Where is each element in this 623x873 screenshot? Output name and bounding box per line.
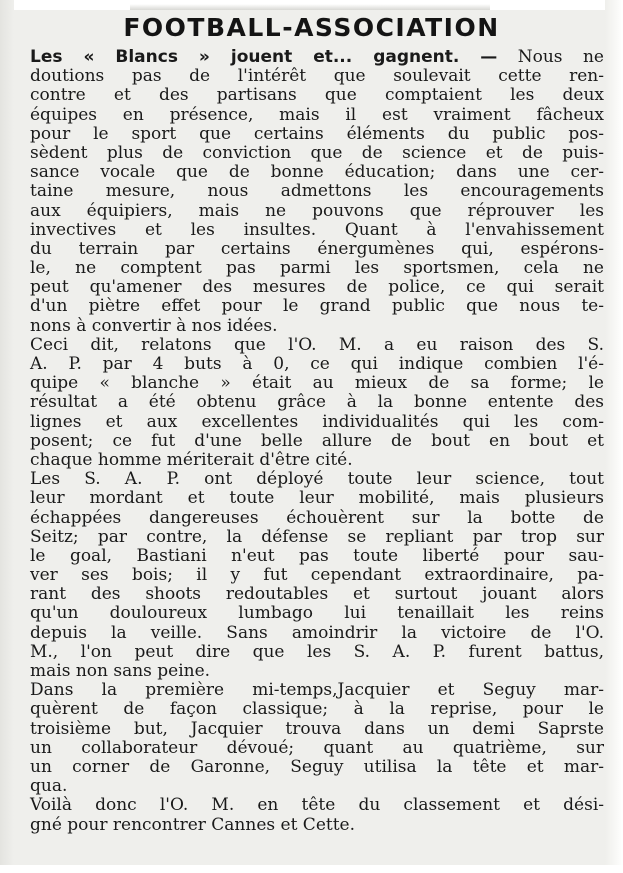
article-line (30, 451, 604, 470)
scan-right-edge (605, 0, 623, 873)
article-line (30, 67, 604, 86)
article-line-text: un collaborateur dévoué; quant au quatrième, sur (30, 737, 604, 758)
article-line (30, 777, 604, 796)
article-line (30, 432, 604, 451)
article-line (30, 182, 604, 201)
article-line (30, 624, 604, 643)
article-line-text: le goal, Bastiani n'eut pas toute liberté pour sau- (30, 545, 604, 566)
article-line (30, 86, 604, 105)
article-line-text: le, ne comptent pas parmi les sportsmen, cela ne (30, 258, 604, 279)
scan-top-margin (0, 0, 623, 10)
article-line (30, 374, 604, 393)
article-line (30, 336, 604, 355)
article-line (30, 585, 604, 604)
article-line (30, 758, 604, 777)
article-line (30, 470, 604, 489)
article-line-text: Seitz; par contre, la défense se repliant par trop sur (30, 526, 604, 547)
article-line-text: doutions pas de l'intérêt que soulevait cette ren- (30, 66, 604, 87)
article-line-text: chaque homme mériterait d'être cité. (30, 449, 353, 470)
article-line (30, 413, 604, 432)
article-line (30, 739, 604, 758)
article-line-text: troisième but, Jacquier trouva dans un demi Saprste (30, 718, 604, 739)
article-line-text: invectives et les insultes. Quant à l'envahissement (30, 219, 604, 240)
article-line-text: pour le sport que certains éléments du public pos- (30, 123, 604, 144)
article-line-text: taine mesure, nous admettons les encouragements (30, 181, 604, 202)
article-line-text: peut qu'amener des mesures de police, ce qui serait (30, 277, 604, 298)
article-line-text: mais non sans peine. (30, 661, 211, 681)
article-line-text: gné pour rencontrer Cannes et Cette. (30, 814, 356, 835)
scan-left-edge (0, 0, 14, 873)
article-line-text: quèrent de façon classique; à la reprise, pour le (30, 699, 604, 720)
article-line-text: qua. (30, 776, 68, 797)
article-line (30, 700, 604, 719)
article-line (30, 662, 604, 681)
article-body (30, 48, 604, 835)
article-headline: FOOTBALL-ASSOCIATION (123, 13, 500, 42)
article-line-text: lignes et aux excellentes individualités qui les com- (30, 411, 604, 432)
article-line (30, 259, 604, 278)
article-lead-in: Les « Blancs » jouent et... gagnent. — (30, 47, 498, 67)
article-line-text: sèdent plus de conviction que de science et de puis- (30, 142, 604, 163)
article-line (30, 643, 604, 662)
article-line (30, 796, 604, 815)
scan-smudge (130, 4, 490, 10)
article-line (30, 489, 604, 508)
article-line-text: ver ses bois; il y fut cependant extraordinaire, pa- (30, 565, 604, 586)
article-line-text: Nous ne (497, 47, 604, 67)
article-line (30, 604, 604, 623)
article-line (30, 720, 604, 739)
article-line (30, 106, 604, 125)
article-line-text: qu'un douloureux lumbago lui tenaillait les reins (30, 603, 604, 624)
article-line (30, 48, 604, 67)
article-line-text: Ceci dit, relatons que l'O. M. a eu raison des S. (30, 334, 604, 355)
article-line-text: Voilà donc l'O. M. en tête du classement et dési- (30, 795, 604, 816)
article-line-text: quipe « blanche » était au mieux de sa forme; le (30, 373, 604, 394)
article-line (30, 509, 604, 528)
article-line-text: Les S. A. P. ont déployé toute leur science, tout (30, 469, 604, 490)
article-line-text: sance vocale que de bonne éducation; dans une cer- (30, 162, 604, 183)
article-line (30, 202, 604, 221)
article-line-text: depuis la veille. Sans amoindrir la victoire de l'O. (30, 622, 604, 643)
article-line-text: nons à convertir à nos idées. (30, 315, 278, 336)
scan-bottom-margin (0, 865, 623, 873)
article-line (30, 317, 604, 336)
article-line-text: posent; ce fut d'une belle allure de bout en bout et (30, 430, 604, 451)
article-line (30, 566, 604, 585)
article-line-text: aux équipiers, mais ne pouvons que réprouver les (30, 200, 604, 221)
article-line (30, 125, 604, 144)
article-line-text: Dans la première mi-temps,Jacquier et Seguy mar- (30, 680, 604, 701)
article-line-text: équipes en présence, mais il est vraiment fâcheux (30, 104, 604, 125)
article-line (30, 528, 604, 547)
article-line-text: M., l'on peut dire que les S. A. P. furent battus, (30, 641, 604, 662)
article-line (30, 355, 604, 374)
article-line (30, 221, 604, 240)
article-line-text: contre et des partisans que comptaient les deux (30, 85, 604, 106)
article-line (30, 393, 604, 412)
article-line-text: un corner de Garonne, Seguy utilisa la tête et mar- (30, 756, 604, 777)
article-line-text: rant des shoots redoutables et surtout jouant alors (30, 584, 604, 605)
article-line-text: d'un piètre effet pour le grand public que nous te- (30, 296, 604, 317)
article-line-text: du terrain par certains énergumènes qui, espérons- (30, 238, 604, 259)
article-line (30, 547, 604, 566)
article-line-text: leur mordant et toute leur mobilité, mais plusieurs (30, 488, 604, 509)
article-line (30, 240, 604, 259)
article-line (30, 163, 604, 182)
article-line-text: résultat a été obtenu grâce à la bonne entente des (30, 392, 604, 413)
article-line (30, 278, 604, 297)
article-line (30, 297, 604, 316)
article-line-text: A. P. par 4 buts à 0, ce qui indique combien l'é- (30, 354, 604, 374)
article-line (30, 144, 604, 163)
article-line (30, 681, 604, 700)
article-line-text: échappées dangereuses échouèrent sur la botte de (30, 507, 604, 528)
article-line (30, 816, 604, 835)
